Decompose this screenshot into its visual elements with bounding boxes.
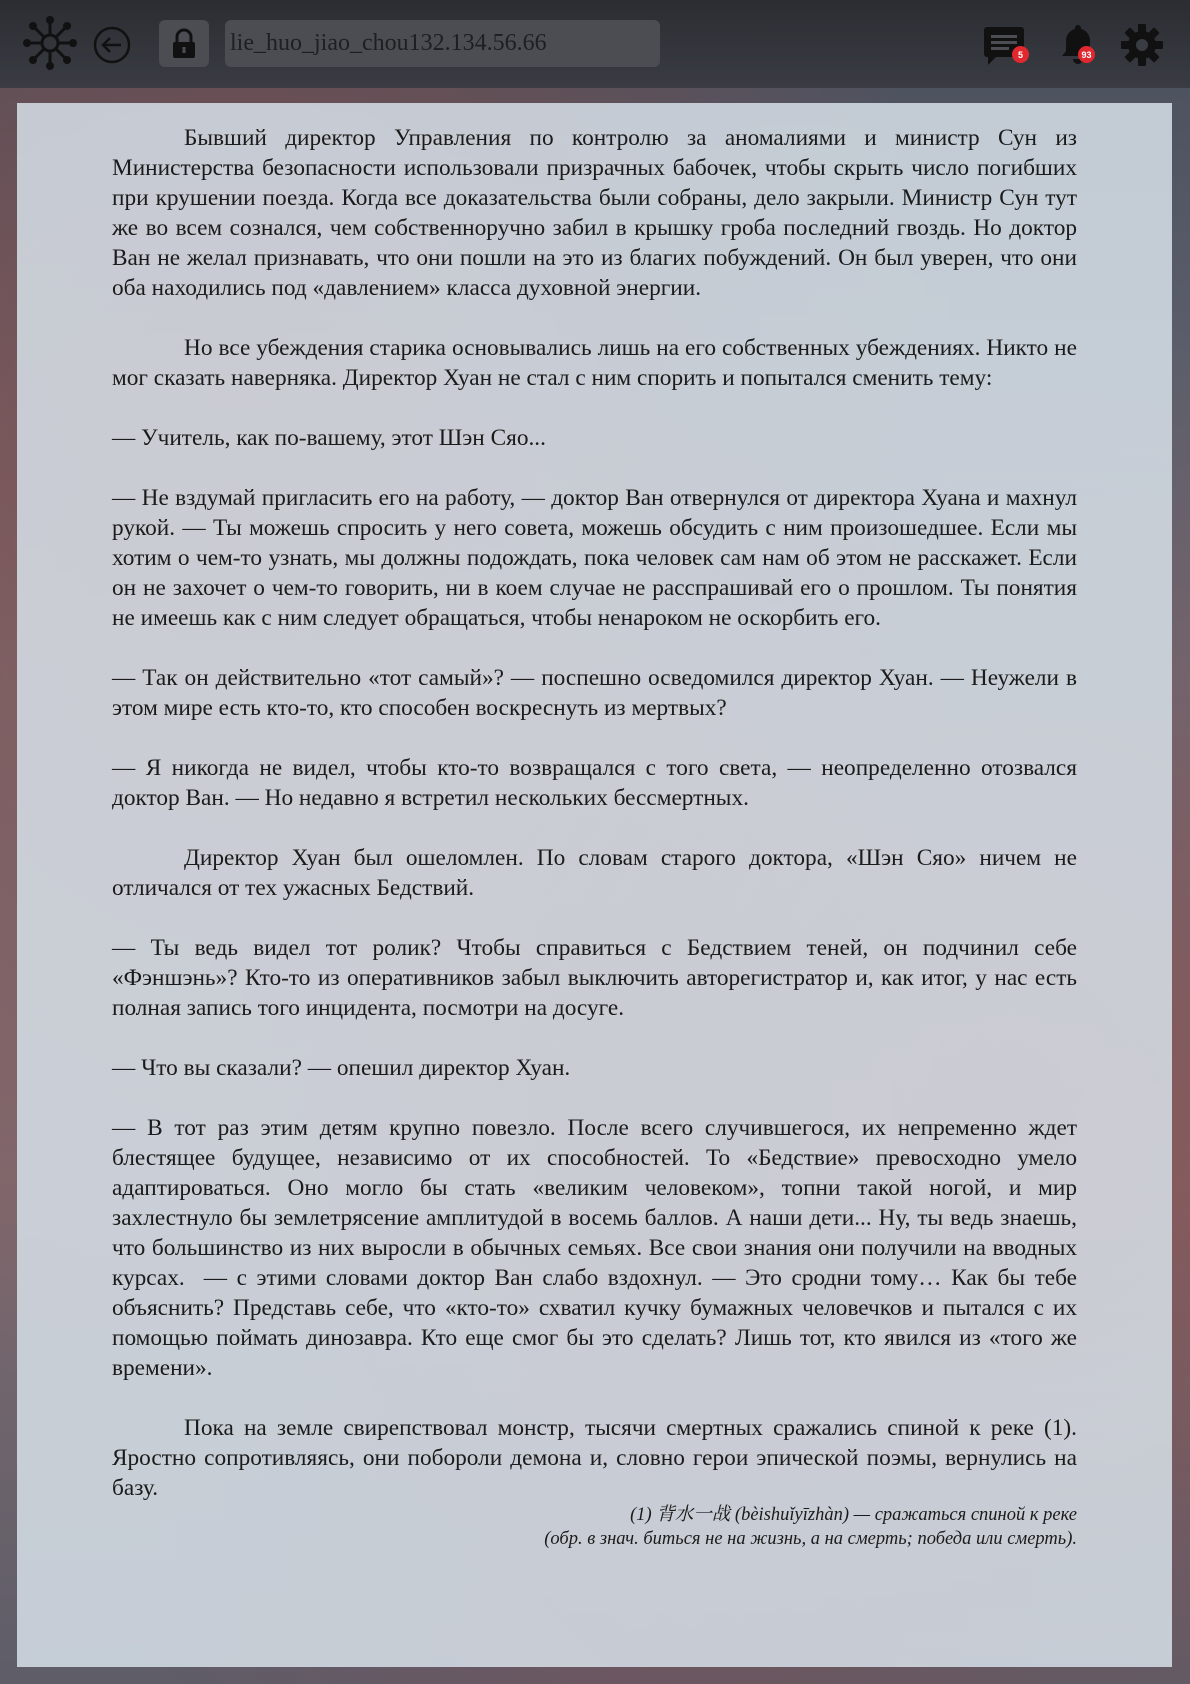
lock-button[interactable] — [159, 20, 209, 67]
paragraph-gap — [112, 1023, 1077, 1053]
paragraph: — В тот раз этим детям крупно повезло. После всего случившегося, их непременно ждет блестящее будущее, независимо от их способностей. То «Бедствие» превосходно умело адаптироваться. Оно могло бы стать «великим человеком», топни такой ногой, и мир захлестнуло бы землетрясение амплитудой в восемь баллов. А наши дети... Ну, ты ведь знаешь, что большинство из них выросли в обычных семьях. Все свои знания они получили на вводных курсах. — с этими словами доктор Ван слабо вздохнул. — Это сродни тому… Как бы тебе объяснить? Представь себе, что «кто-то» схватил кучку бумажных человечков и пытался с их помощью поймать динозавра. Кто еще смог бы это сделать? Лишь тот, кто явился из «того же времени». — [112, 1115, 1083, 1381]
lock-icon — [169, 28, 199, 60]
paragraph: — Не вздумай пригласить его на работу, — доктор Ван отвернулся от директора Хуана и махнул рукой. — Ты можешь спросить у него совета, можешь обсудить с ним произошедшее. Если мы хотим о чем-то узнать, мы должны подождать, пока человек сам нам об этом не расскажет. Если он не захочет о чем-то говорить, ни в коем случае не расспрашивай его о прошлом. Ты понятия не имеешь как с ним следует обращаться, чтобы ненароком не оскорбить его. — [112, 485, 1083, 631]
paragraph: — Учитель, как по-вашему, этот Шэн Сяо... — [112, 425, 546, 451]
notifications-button[interactable] — [1058, 20, 1098, 68]
address-input[interactable] — [225, 20, 660, 67]
paragraph-gap — [112, 393, 1077, 423]
paragraph-gap — [112, 903, 1077, 933]
paragraph: — Я никогда не видел, чтобы кто-то возвращался с того света, — неопределенно отозвался доктор Ван. — Но недавно я встретил нескольких бессмертных. — [112, 755, 1083, 811]
footnote-line-1: (1) 背水一战 (bèishuǐyīzhàn) — сражаться спиной к реке — [630, 1505, 1077, 1525]
paragraph: — Что вы сказали? — опешил директор Хуан. — [112, 1055, 571, 1081]
paragraph-gap — [112, 453, 1077, 483]
messages-count-badge: 5 — [1012, 46, 1029, 63]
paragraph: Директор Хуан был ошеломлен. По словам старого доктора, «Шэн Сяо» ничем не отличался от тех ужасных Бедствий. — [112, 845, 1083, 901]
paragraph-gap — [112, 1383, 1077, 1413]
paragraph: Бывший директор Управления по контролю за аномалиями и министр Сун из Министерства безопасности использовали призрачных бабочек, чтобы скрыть число погибших при крушении поезда. Когда все доказательства были собраны, дело закрыли. Министр Сун тут же во всем сознался, чем собственноручно забил в крышку гроба последний гвоздь. Но доктор Ван не желал признавать, что они пошли на это из благих побуждений. Он был уверен, что они оба находились под «давлением» класса духовной энергии. — [112, 125, 1083, 301]
paragraph: — Ты ведь видел тот ролик? Чтобы справиться с Бедствием теней, он подчинил себе «Фэншэнь»? Кто-то из оперативников забыл выключить авторегистратор и, как итог, у нас есть полная запись того инцидента, посмотри на досуге. — [112, 935, 1083, 1021]
paragraph-gap — [112, 1083, 1077, 1113]
paragraph-gap — [112, 723, 1077, 753]
top-toolbar — [0, 0, 1190, 88]
gear-icon[interactable] — [1120, 23, 1164, 67]
reader-page — [17, 103, 1172, 1667]
paragraph-gap — [112, 633, 1077, 663]
paragraph: — Так он действительно «тот самый»? — поспешно осведомился директор Хуан. — Неужели в этом мире есть кто-то, кто способен воскреснуть из мертвых? — [112, 665, 1083, 721]
paragraph: Пока на земле свирепствовал монстр, тысячи смертных сражались спиной к реке (1). Яростно сопротивляясь, они побороли демона и, словно герои эпической поэмы, вернулись на базу. — [112, 1415, 1083, 1501]
back-arrow-icon[interactable] — [92, 25, 132, 65]
footnote-line-2: (обр. в знач. биться не на жизнь, а на смерть; победа или смерть). — [544, 1529, 1077, 1549]
messages-button[interactable] — [980, 24, 1028, 66]
paragraph-gap — [112, 813, 1077, 843]
paragraph: Но все убеждения старика основывались лишь на его собственных убеждениях. Никто не мог сказать наверняка. Директор Хуан не стал с ним спорить и попытался сменить тему: — [112, 335, 1083, 391]
network-hub-icon[interactable] — [22, 15, 78, 71]
chapter-text — [112, 123, 1083, 1503]
paragraph-gap — [112, 303, 1077, 333]
notifications-count-badge: 93 — [1078, 46, 1095, 63]
